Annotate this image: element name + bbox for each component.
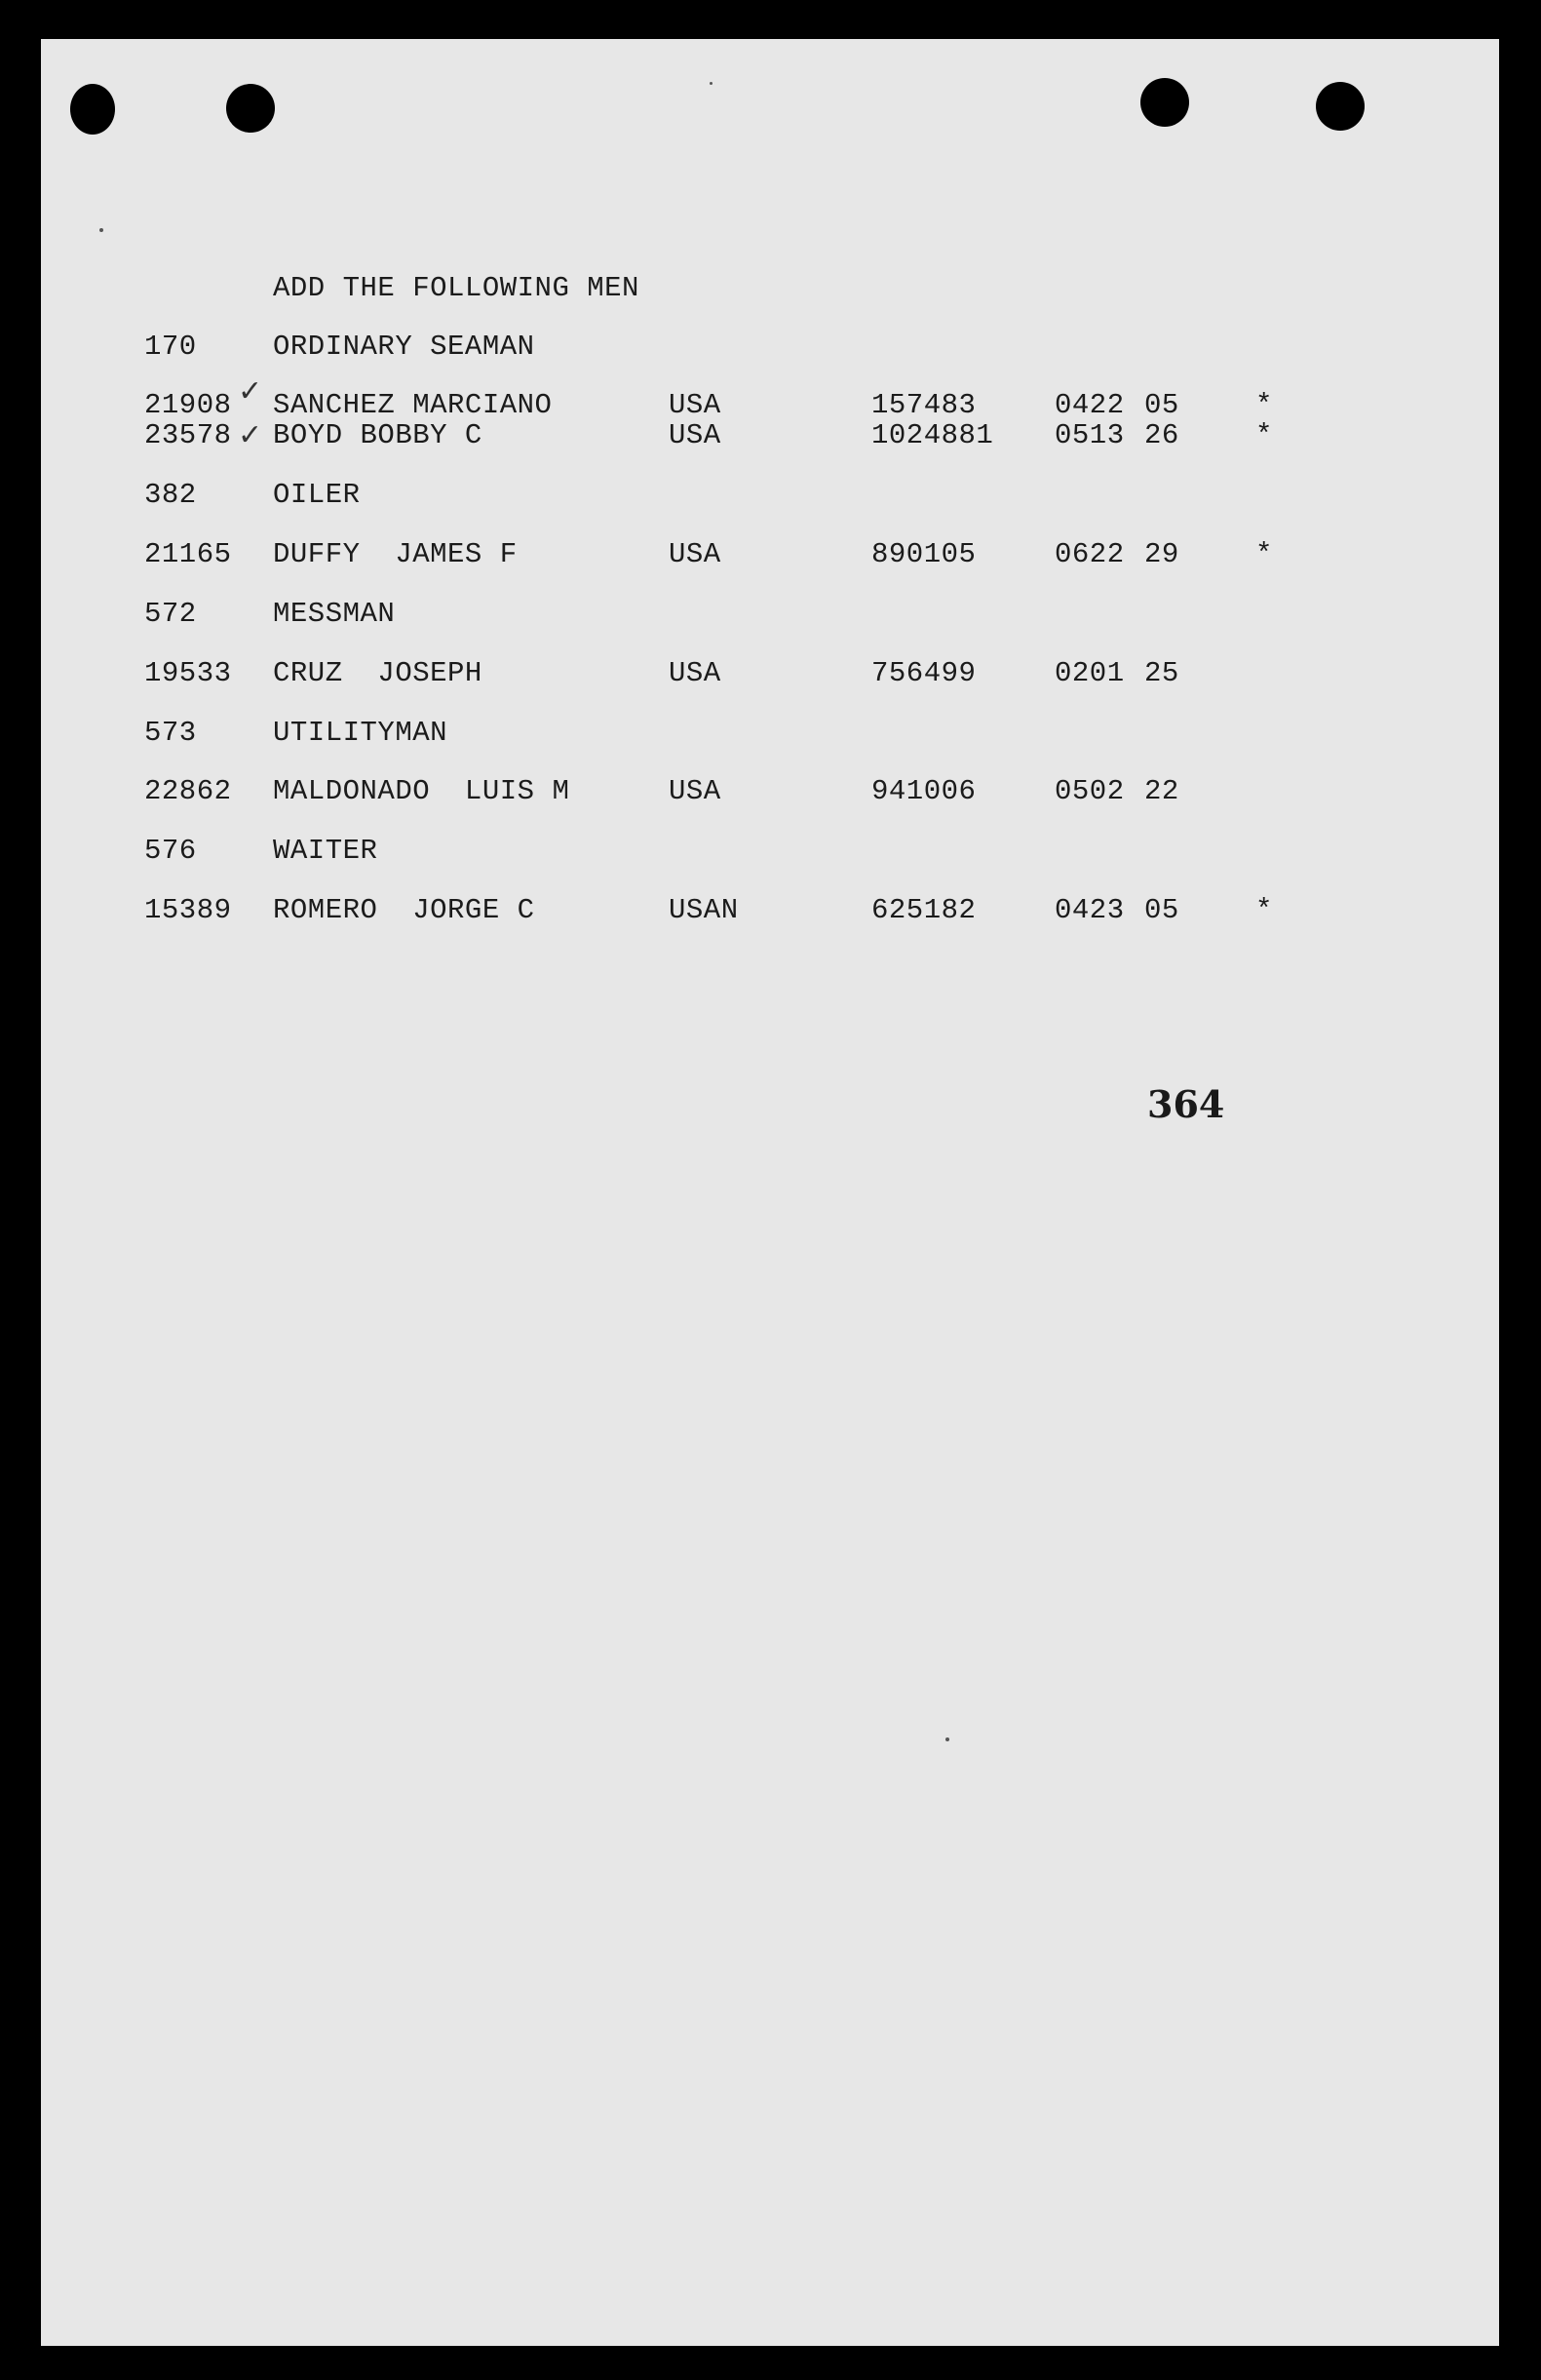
entry-date: 0423 xyxy=(1055,894,1125,926)
entry-number: 15389 xyxy=(144,894,232,926)
entry-citizenship: USA xyxy=(669,419,721,451)
section-header xyxy=(41,718,1499,749)
document-heading: ADD THE FOLLOWING MEN xyxy=(273,272,639,304)
entry-date: 0513 xyxy=(1055,419,1125,451)
section-code: 382 xyxy=(144,479,197,511)
speck xyxy=(710,82,713,85)
entry-date: 0422 xyxy=(1055,389,1125,421)
entry-number: 22862 xyxy=(144,775,232,807)
entry-number: 21908 xyxy=(144,389,232,421)
section-title: ORDINARY SEAMAN xyxy=(273,331,535,363)
entry-asterisk: * xyxy=(1255,894,1273,926)
entry-row xyxy=(41,895,1499,926)
section-code: 576 xyxy=(144,835,197,867)
entry-age: 22 xyxy=(1144,775,1179,807)
entry-name: BOYD BOBBY C xyxy=(273,419,482,451)
entry-name: ROMERO JORGE C xyxy=(273,894,535,926)
heading-line xyxy=(41,273,1499,304)
entry-row xyxy=(41,374,1499,421)
entry-asterisk: * xyxy=(1255,538,1273,570)
section-code: 573 xyxy=(144,717,197,749)
entry-citizenship: USA xyxy=(669,389,721,421)
section-title: UTILITYMAN xyxy=(273,717,448,749)
entry-date: 0622 xyxy=(1055,538,1125,570)
entry-document-number: 625182 xyxy=(871,894,977,926)
entry-citizenship: USA xyxy=(669,775,721,807)
section-header xyxy=(41,480,1499,511)
entry-age: 05 xyxy=(1144,389,1179,421)
entry-age: 25 xyxy=(1144,657,1179,689)
entry-age: 26 xyxy=(1144,419,1179,451)
entry-document-number: 157483 xyxy=(871,389,977,421)
section-header xyxy=(41,836,1499,867)
entry-document-number: 890105 xyxy=(871,538,977,570)
entry-number: 23578 xyxy=(144,419,232,451)
section-title: MESSMAN xyxy=(273,598,396,630)
punch-hole-2 xyxy=(226,84,275,133)
punch-hole-1 xyxy=(70,84,115,135)
entry-name: DUFFY JAMES F xyxy=(273,538,518,570)
entry-citizenship: USA xyxy=(669,538,721,570)
section-title: OILER xyxy=(273,479,361,511)
entry-document-number: 1024881 xyxy=(871,419,994,451)
entry-number: 21165 xyxy=(144,538,232,570)
page-number: 364 xyxy=(1147,1082,1225,1126)
check-mark-icon: ✓ xyxy=(238,418,263,452)
section-code: 170 xyxy=(144,331,197,363)
entry-row xyxy=(41,420,1499,451)
entry-row xyxy=(41,539,1499,570)
punch-hole-3 xyxy=(1140,78,1189,127)
entry-name: CRUZ JOSEPH xyxy=(273,657,482,689)
entry-row xyxy=(41,776,1499,807)
entry-asterisk: * xyxy=(1255,389,1273,421)
section-title: WAITER xyxy=(273,835,378,867)
entry-name: MALDONADO LUIS M xyxy=(273,775,570,807)
entry-date: 0201 xyxy=(1055,657,1125,689)
entry-citizenship: USAN xyxy=(669,894,739,926)
section-header xyxy=(41,599,1499,630)
entry-age: 29 xyxy=(1144,538,1179,570)
section-header xyxy=(41,332,1499,363)
entry-age: 05 xyxy=(1144,894,1179,926)
entry-asterisk: * xyxy=(1255,419,1273,451)
entry-date: 0502 xyxy=(1055,775,1125,807)
entry-document-number: 756499 xyxy=(871,657,977,689)
document-page xyxy=(41,39,1499,2346)
entry-row xyxy=(41,658,1499,689)
entry-number: 19533 xyxy=(144,657,232,689)
entry-citizenship: USA xyxy=(669,657,721,689)
punch-hole-4 xyxy=(1316,82,1365,131)
speck xyxy=(99,228,103,232)
entry-document-number: 941006 xyxy=(871,775,977,807)
speck xyxy=(945,1737,949,1741)
check-mark-icon: ✓ xyxy=(238,374,263,409)
entry-name: SANCHEZ MARCIANO xyxy=(273,389,553,421)
section-code: 572 xyxy=(144,598,197,630)
